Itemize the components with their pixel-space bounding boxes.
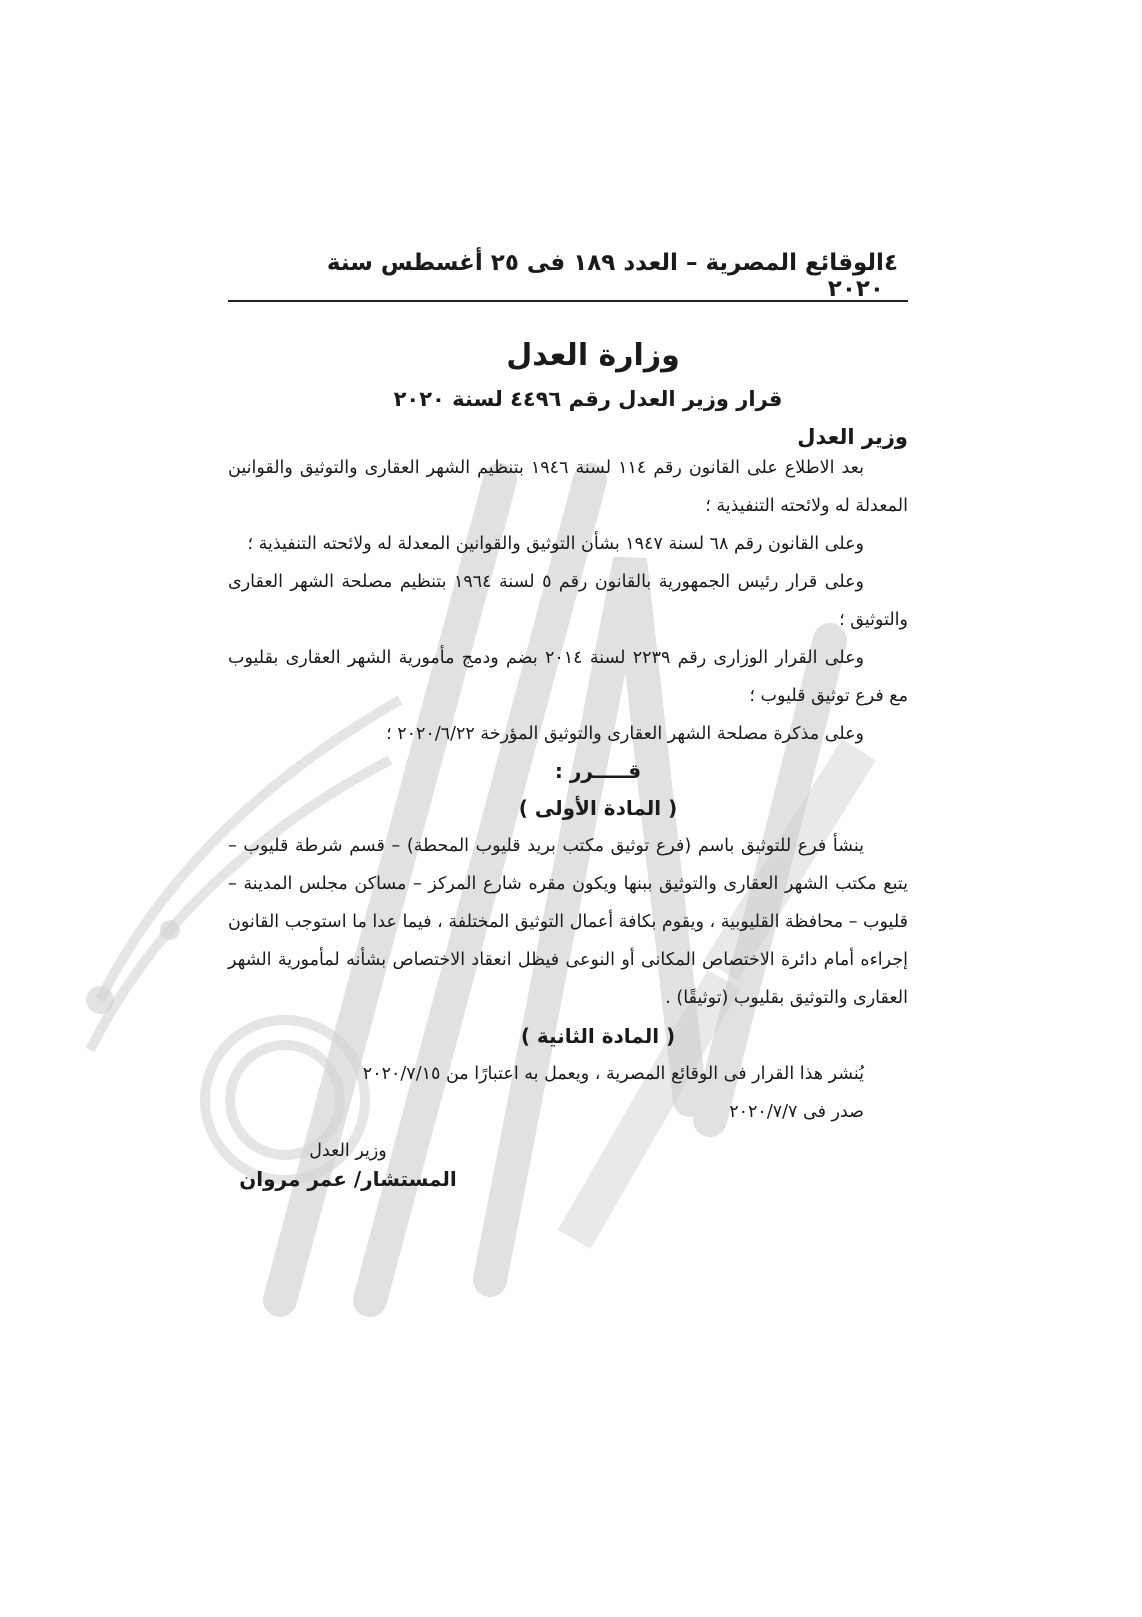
preamble-paragraph: وعلى القرار الوزارى رقم ٢٢٣٩ لسنة ٢٠١٤ بضم ودمج مأمورية الشهر العقارى بقليوب مع فرع توثيق قليوب ؛	[228, 648, 908, 706]
decree-title: قرار وزير العدل رقم ٤٤٩٦ لسنة ٢٠٢٠	[393, 387, 783, 411]
preamble-paragraph: وعلى مذكرة مصلحة الشهر العقارى والتوثيق المؤرخة ٢٠٢٠/٦/٢٢ ؛	[386, 724, 864, 744]
preamble-paragraph: وعلى القانون رقم ٦٨ لسنة ١٩٤٧ بشأن التوثيق والقوانين المعدلة له ولائحته التنفيذية ؛	[247, 534, 864, 554]
ministry-title: وزارة العدل	[506, 338, 680, 373]
article-1-heading: ( المادة الأولى )	[518, 796, 678, 820]
signature-block	[228, 1141, 458, 1191]
gazette-page	[228, 250, 908, 1191]
preamble-paragraph: بعد الاطلاع على القانون رقم ١١٤ لسنة ١٩٤٦ بتنظيم الشهر العقارى والتوثيق والقوانين المعدلة له ولائحته التنفيذية ؛	[228, 458, 908, 516]
article-2-heading: ( المادة الثانية )	[520, 1024, 676, 1048]
issue-date: صدر فى ٢٠٢٠/٧/٧	[729, 1102, 864, 1122]
gazette-header	[228, 250, 908, 302]
signature-name: المستشار/ عمر مروان	[239, 1167, 457, 1191]
decided-heading: قـــــرر :	[554, 759, 642, 783]
signature-title: وزير العدل	[309, 1141, 387, 1161]
article-2-text: يُنشر هذا القرار فى الوقائع المصرية ، ويعمل به اعتبارًا من ٢٠٢٠/٧/١٥	[362, 1064, 864, 1084]
article-1-text: ينشأ فرع للتوثيق باسم (فرع توثيق مكتب بريد قليوب المحطة) – قسم شرطة قليوب – يتبع مكتب الشهر العقارى والتوثيق ببنها ويكون مقره شارع المركز – مساكن مجلس المدينة – قليوب – محافظة القليوبية ، ويقوم بكافة أعمال التوثيق المختلفة ، فيما عدا ما استوجب القانون إجراءه أمام دائرة الاختصاص المكانى أو النوعى فيظل انعقاد الاختصاص بشأنه لمأمورية الشهر العقارى والتوثيق بقليوب (توثيقًا) .	[228, 836, 908, 1008]
minister-heading: وزير العدل	[797, 425, 908, 449]
issue-line: الوقائع المصرية – العدد ١٨٩ فى ٢٥ أغسطس سنة ٢٠٢٠	[326, 250, 884, 302]
page-number: ٤	[883, 250, 898, 276]
preamble-paragraph: وعلى قرار رئيس الجمهورية بالقانون رقم ٥ لسنة ١٩٦٤ بتنظيم مصلحة الشهر العقارى والتوثيق ؛	[228, 572, 908, 630]
